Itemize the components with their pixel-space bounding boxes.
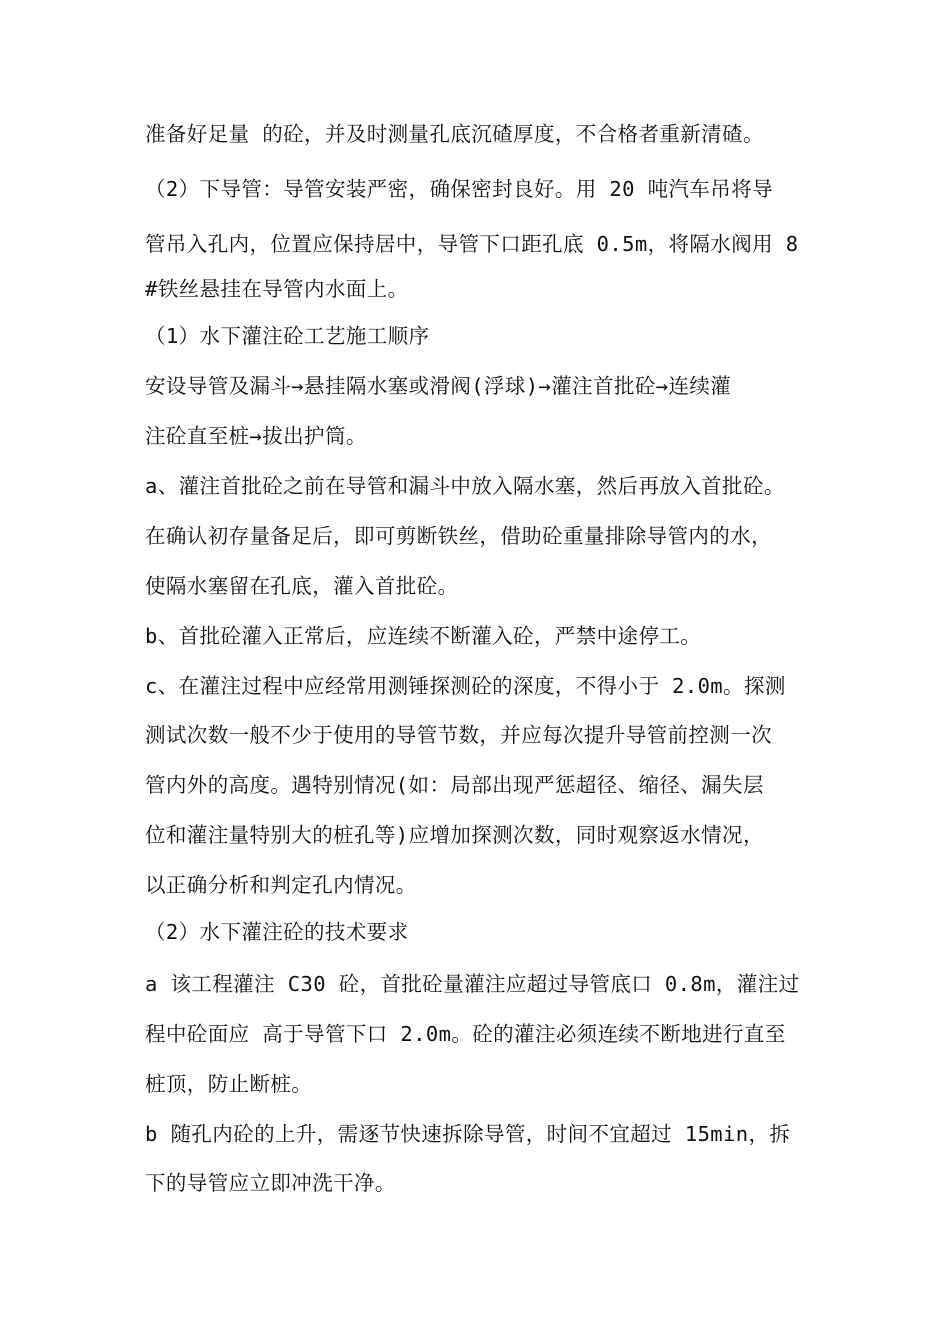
text-line: a、灌注首批砼之前在导管和漏斗中放入隔水塞，然后再放入首批砼。 [145,474,785,498]
text-line: （2）下导管：导管安装严密，确保密封良好。用 20 吨汽车吊将导 [145,177,774,201]
text-line: 桩顶，防止断桩。 [145,1072,313,1096]
text-line: 注砼直至桩→拔出护筒。 [145,424,367,448]
section-heading: （2）水下灌注砼的技术要求 [145,920,409,944]
text-line: c、在灌注过程中应经常用测锤探测砼的深度，不得小于 2.0m。探测 [145,674,786,698]
text-line: b 随孔内砼的上升，需逐节快速拆除导管，时间不宜超过 15min，拆 [145,1122,791,1146]
text-line: 在确认初存量备足后，即可剪断铁丝，借助砼重量排除导管内的水， [145,524,772,548]
text-line: 以正确分析和判定孔内情况。 [145,873,417,897]
text-line: 使隔水塞留在孔底，灌入首批砼。 [145,574,459,598]
text-line: b、首批砼灌入正常后，应连续不断灌入砼，严禁中途停工。 [145,624,702,648]
text-line: #铁丝悬挂在导管内水面上。 [145,277,409,301]
text-line: 下的导管应立即冲洗干净。 [145,1171,396,1195]
text-line: 安设导管及漏斗→悬挂隔水塞或滑阀(浮球)→灌注首批砼→连续灌 [145,374,732,398]
text-line: 程中砼面应 高于导管下口 2.0m。砼的灌注必须连续不断地进行直至 [145,1022,786,1046]
text-line: 管内外的高度。遇特别情况(如：局部出现严惩超径、缩径、漏失层 [145,773,764,797]
section-heading: （1）水下灌注砼工艺施工顺序 [145,324,430,348]
text-line: 测试次数一般不少于使用的导管节数，并应每次提升导管前控测一次 [145,723,772,747]
text-line: 管吊入孔内，位置应保持居中，导管下口距孔底 0.5m，将隔水阀用 8 [145,232,799,256]
text-line: 准备好足量 的砼，并及时测量孔底沉碴厚度，不合格者重新清碴。 [145,122,764,146]
text-line: a 该工程灌注 C30 砼，首批砼量灌注应超过导管底口 0.8m，灌注过 [145,972,800,996]
text-line: 位和灌注量特别大的桩孔等)应增加探测次数，同时观察返水情况， [145,823,764,847]
